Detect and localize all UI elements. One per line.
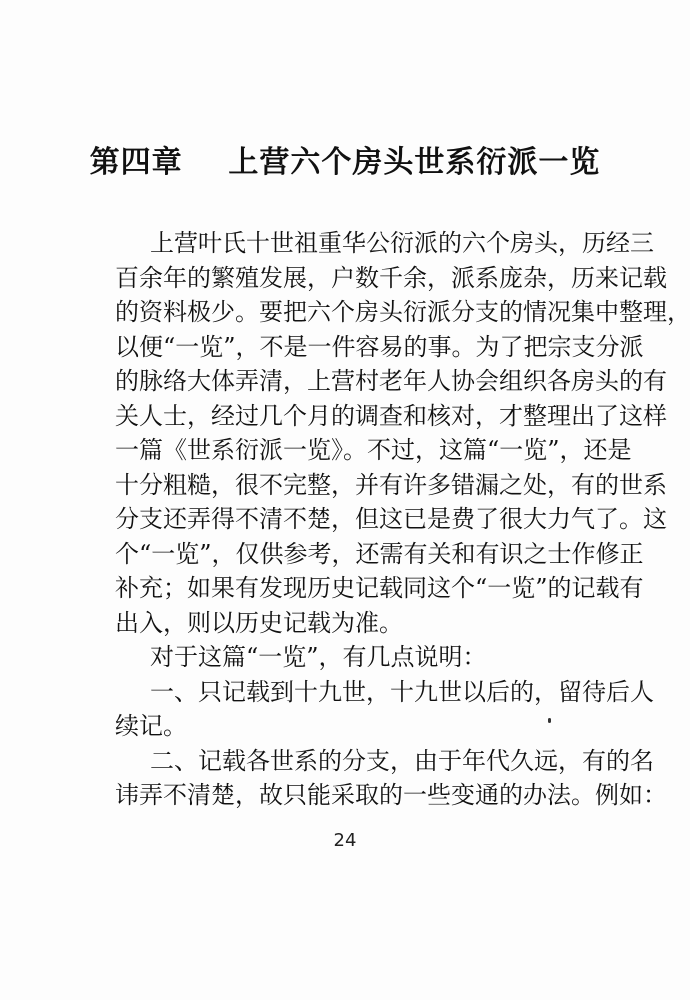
text-line-10: 个“一览”，仅供参考，还需有关和有识之士作修正 — [115, 540, 644, 568]
text-line-11: 补充；如果有发现历史记载同这个“一览”的记载有 — [115, 574, 644, 602]
chapter-title: 第四章 上营六个房头世系衍派一览 — [89, 145, 601, 180]
text-line-3: 的资料极少。要把六个房头衍派分支的情况集中整理， — [115, 298, 691, 326]
text-line-13: 对于这篇“一览”，有几点说明： — [150, 643, 487, 671]
text-line-7: 一篇《世系衍派一览》。不过，这篇“一览”，还是 — [115, 436, 632, 464]
text-line-8: 十分粗糙，很不完整，并有许多错漏之处，有的世系 — [115, 471, 667, 499]
text-line-6: 关人士，经过几个月的调查和核对，才整理出了这样 — [115, 402, 667, 430]
text-line-5: 的脉络大体弄清，上营村老年人协会组织各房头的有 — [115, 367, 667, 395]
scan-speck — [548, 718, 551, 723]
text-line-9: 分支还弄得不清不楚，但这已是费了很大力气了。这 — [115, 505, 667, 533]
text-line-17: 讳弄不清楚，故只能采取的一些变通的办法。例如： — [115, 781, 667, 809]
text-line-4: 以便“一览”，不是一件容易的事。为了把宗支分派 — [115, 333, 644, 361]
text-line-2: 百余年的繁殖发展，户数千余，派系庞杂，历来记载 — [115, 264, 667, 292]
text-line-12: 出入，则以历史记载为准。 — [115, 609, 403, 637]
text-line-15: 续记。 — [115, 712, 187, 740]
text-line-14: 一、只记载到十九世，十九世以后的，留待后人 — [150, 678, 654, 706]
text-line-1: 上营叶氏十世祖重华公衍派的六个房头，历经三 — [150, 229, 654, 257]
page-number: 24 — [333, 830, 357, 851]
text-line-16: 二、记载各世系的分支，由于年代久远，有的名 — [150, 747, 654, 775]
